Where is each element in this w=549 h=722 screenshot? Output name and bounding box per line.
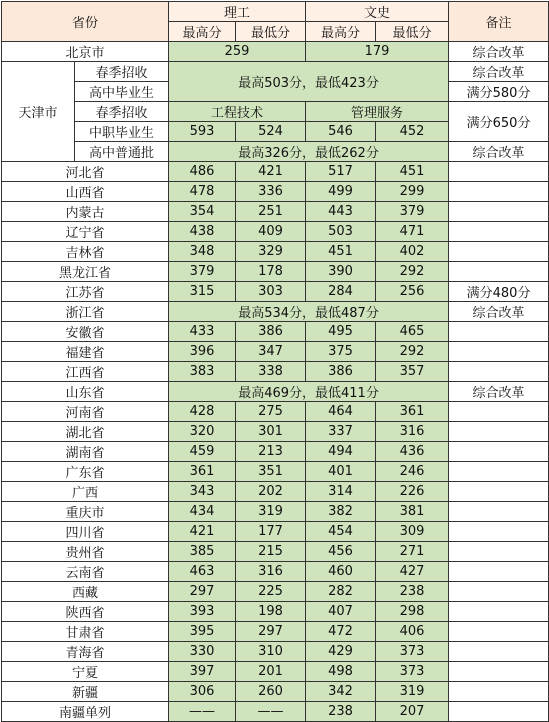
table-row	[2, 702, 549, 722]
science-min-score: 310	[236, 642, 306, 662]
science-max-score: 383	[169, 362, 236, 382]
arts-min-score: 238	[376, 582, 449, 602]
note-cell: 综合改革	[449, 302, 549, 322]
province-name: 四川省	[2, 522, 169, 542]
table-body	[2, 2, 549, 722]
sub-category: 高中普通批	[75, 142, 169, 162]
arts-max-score: 495	[306, 322, 376, 342]
province-name: 贵州省	[2, 542, 169, 562]
arts-min-score: 246	[376, 462, 449, 482]
table-row	[2, 422, 549, 442]
province-name: 陕西省	[2, 602, 169, 622]
table-row	[2, 482, 549, 502]
arts-min-header: 最低分	[376, 22, 449, 42]
province-name: 宁夏	[2, 662, 169, 682]
arts-max-score: 460	[306, 562, 376, 582]
science-min-score: 260	[236, 682, 306, 702]
science-max-score: 297	[169, 582, 236, 602]
arts-min-score: 436	[376, 442, 449, 462]
note-cell	[449, 182, 549, 202]
arts-min-score: 207	[376, 702, 449, 722]
arts-max-score: 456	[306, 542, 376, 562]
science-max-score: 379	[169, 262, 236, 282]
arts-min-score: 316	[376, 422, 449, 442]
table-row	[2, 522, 549, 542]
table-row-tianjin-3	[2, 102, 549, 122]
province-name: 西藏	[2, 582, 169, 602]
science-max-score: 433	[169, 322, 236, 342]
science-min-score: 351	[236, 462, 306, 482]
table-row	[2, 442, 549, 462]
arts-max-score: 282	[306, 582, 376, 602]
arts-max-score: 503	[306, 222, 376, 242]
table-row	[2, 262, 549, 282]
note-cell	[449, 442, 549, 462]
province-name: 江西省	[2, 362, 169, 382]
science-max-score: ——	[169, 702, 236, 722]
province-name: 吉林省	[2, 242, 169, 262]
science-max-score: 478	[169, 182, 236, 202]
arts-min-score: 379	[376, 202, 449, 222]
arts-min-score: 357	[376, 362, 449, 382]
province-name: 安徽省	[2, 322, 169, 342]
score-cell: 524	[236, 122, 306, 142]
table-row	[2, 582, 549, 602]
science-min-score: 225	[236, 582, 306, 602]
table-row	[2, 302, 549, 322]
note-cell	[449, 362, 549, 382]
province-name: 河北省	[2, 162, 169, 182]
science-min-score: 177	[236, 522, 306, 542]
science-min-score: 338	[236, 362, 306, 382]
science-min-score: 178	[236, 262, 306, 282]
note-cell	[449, 162, 549, 182]
arts-max-score: 472	[306, 622, 376, 642]
science-max-score: 421	[169, 522, 236, 542]
science-min-score: 336	[236, 182, 306, 202]
province-name: 广东省	[2, 462, 169, 482]
note-cell	[449, 622, 549, 642]
province-name: 河南省	[2, 402, 169, 422]
science-max-score: 330	[169, 642, 236, 662]
note-cell	[449, 562, 549, 582]
merged-score: 最高326分，最低262分	[169, 142, 449, 162]
score-cell: 593	[169, 122, 236, 142]
arts-min-score: 256	[376, 282, 449, 302]
science-max-score: 459	[169, 442, 236, 462]
arts-max-score: 464	[306, 402, 376, 422]
table-row-tianjin-1	[2, 62, 549, 82]
merged-score: 最高534分，最低487分	[169, 302, 449, 322]
arts-max-score: 390	[306, 262, 376, 282]
science-min-score: 215	[236, 542, 306, 562]
note-cell	[449, 582, 549, 602]
arts-min-score: 298	[376, 602, 449, 622]
science-header: 理工	[169, 2, 306, 22]
note-cell	[449, 242, 549, 262]
arts-max-score: 401	[306, 462, 376, 482]
arts-min-score: 465	[376, 322, 449, 342]
science-min-score: 201	[236, 662, 306, 682]
science-min-score: 421	[236, 162, 306, 182]
arts-min-score: 373	[376, 642, 449, 662]
province-name: 南疆单列	[2, 702, 169, 722]
management-label: 管理服务	[306, 102, 449, 122]
sub-category: 中职毕业生	[75, 122, 169, 142]
note-cell: 综合改革	[449, 142, 549, 162]
note-cell: 综合改革	[449, 42, 549, 62]
province-name: 福建省	[2, 342, 169, 362]
table-row	[2, 162, 549, 182]
province-name: 北京市	[2, 42, 169, 62]
engineering-label: 工程技术	[169, 102, 306, 122]
arts-max-score: 342	[306, 682, 376, 702]
table-row	[2, 402, 549, 422]
note-cell	[449, 322, 549, 342]
science-max-score: 320	[169, 422, 236, 442]
arts-max-score: 238	[306, 702, 376, 722]
table-row	[2, 282, 549, 302]
province-name: 江苏省	[2, 282, 169, 302]
science-min-header: 最低分	[236, 22, 306, 42]
province-name: 山东省	[2, 382, 169, 402]
province-name: 广西	[2, 482, 169, 502]
note-cell	[449, 702, 549, 722]
merged-score: 最高469分，最低411分	[169, 382, 449, 402]
arts-max-score: 451	[306, 242, 376, 262]
sub-category: 春季招收	[75, 102, 169, 122]
note-cell	[449, 422, 549, 442]
table-row	[2, 342, 549, 362]
table-row	[2, 462, 549, 482]
province-name: 青海省	[2, 642, 169, 662]
table-row-tianjin-5	[2, 142, 549, 162]
science-max-score: 361	[169, 462, 236, 482]
province-name: 山西省	[2, 182, 169, 202]
science-min-score: 275	[236, 402, 306, 422]
note-cell	[449, 502, 549, 522]
province-name: 湖北省	[2, 422, 169, 442]
arts-min-score: 292	[376, 262, 449, 282]
science-min-score: 347	[236, 342, 306, 362]
arts-min-score: 309	[376, 522, 449, 542]
science-min-score: 297	[236, 622, 306, 642]
table-row	[2, 682, 549, 702]
science-max-score: 463	[169, 562, 236, 582]
science-min-score: 386	[236, 322, 306, 342]
note-cell	[449, 462, 549, 482]
science-max-score: 393	[169, 602, 236, 622]
arts-min-score: 406	[376, 622, 449, 642]
province-name: 辽宁省	[2, 222, 169, 242]
note-cell	[449, 222, 549, 242]
science-max-score: 343	[169, 482, 236, 502]
science-min-score: 319	[236, 502, 306, 522]
province-name: 新疆	[2, 682, 169, 702]
note-cell	[449, 262, 549, 282]
science-max-score: 434	[169, 502, 236, 522]
science-max-score: 396	[169, 342, 236, 362]
note-cell: 综合改革	[449, 382, 549, 402]
note-cell	[449, 682, 549, 702]
arts-max-score: 443	[306, 202, 376, 222]
science-score: 259	[169, 42, 306, 62]
arts-max-score: 314	[306, 482, 376, 502]
table-row	[2, 222, 549, 242]
science-min-score: 303	[236, 282, 306, 302]
science-min-score: 409	[236, 222, 306, 242]
arts-max-score: 382	[306, 502, 376, 522]
note-cell: 满分480分	[449, 282, 549, 302]
arts-min-score: 373	[376, 662, 449, 682]
note-cell	[449, 482, 549, 502]
arts-min-score: 271	[376, 542, 449, 562]
science-min-score: 301	[236, 422, 306, 442]
arts-min-score: 427	[376, 562, 449, 582]
table-row-beijing	[2, 42, 549, 62]
note-cell	[449, 542, 549, 562]
science-min-score: 198	[236, 602, 306, 622]
province-name: 内蒙古	[2, 202, 169, 222]
science-max-score: 348	[169, 242, 236, 262]
note-cell	[449, 642, 549, 662]
science-min-score: 213	[236, 442, 306, 462]
sub-category: 高中毕业生	[75, 82, 169, 102]
science-min-score: ——	[236, 702, 306, 722]
table-row	[2, 202, 549, 222]
admission-scores-table	[1, 1, 549, 722]
arts-max-score: 375	[306, 342, 376, 362]
science-max-score: 428	[169, 402, 236, 422]
science-max-score: 306	[169, 682, 236, 702]
province-name: 重庆市	[2, 502, 169, 522]
science-min-score: 316	[236, 562, 306, 582]
note-cell	[449, 662, 549, 682]
science-max-score: 315	[169, 282, 236, 302]
table-row	[2, 242, 549, 262]
arts-max-score: 494	[306, 442, 376, 462]
science-max-score: 354	[169, 202, 236, 222]
arts-min-score: 381	[376, 502, 449, 522]
table-row	[2, 642, 549, 662]
arts-min-score: 361	[376, 402, 449, 422]
science-min-score: 329	[236, 242, 306, 262]
province-name: 浙江省	[2, 302, 169, 322]
science-max-score: 397	[169, 662, 236, 682]
note-cell: 满分650分	[449, 102, 549, 142]
arts-max-score: 337	[306, 422, 376, 442]
arts-max-score: 498	[306, 662, 376, 682]
province-header: 省份	[2, 2, 169, 42]
arts-max-score: 499	[306, 182, 376, 202]
header-row-1	[2, 2, 549, 22]
arts-min-score: 299	[376, 182, 449, 202]
arts-min-score: 451	[376, 162, 449, 182]
table-row	[2, 662, 549, 682]
province-name: 云南省	[2, 562, 169, 582]
note-cell: 综合改革	[449, 62, 549, 82]
arts-max-score: 429	[306, 642, 376, 662]
arts-max-score: 284	[306, 282, 376, 302]
note-cell: 满分580分	[449, 82, 549, 102]
table-row	[2, 562, 549, 582]
note-cell	[449, 202, 549, 222]
table-row	[2, 362, 549, 382]
arts-min-score: 292	[376, 342, 449, 362]
notes-header: 备注	[449, 2, 549, 42]
science-max-score: 486	[169, 162, 236, 182]
province-name: 天津市	[2, 62, 75, 162]
note-cell	[449, 602, 549, 622]
province-name: 黑龙江省	[2, 262, 169, 282]
science-min-score: 251	[236, 202, 306, 222]
table-row	[2, 602, 549, 622]
table-row	[2, 622, 549, 642]
arts-max-score: 517	[306, 162, 376, 182]
science-max-score: 395	[169, 622, 236, 642]
province-name: 甘肃省	[2, 622, 169, 642]
science-max-score: 438	[169, 222, 236, 242]
sub-category: 春季招收	[75, 62, 169, 82]
note-cell	[449, 402, 549, 422]
score-cell: 546	[306, 122, 376, 142]
arts-min-score: 226	[376, 482, 449, 502]
table-row	[2, 542, 549, 562]
merged-score: 最高503分，最低423分	[169, 62, 449, 102]
arts-score: 179	[306, 42, 449, 62]
note-cell	[449, 342, 549, 362]
arts-min-score: 319	[376, 682, 449, 702]
arts-max-header: 最高分	[306, 22, 376, 42]
science-max-header: 最高分	[169, 22, 236, 42]
score-cell: 452	[376, 122, 449, 142]
arts-header: 文史	[306, 2, 449, 22]
science-max-score: 385	[169, 542, 236, 562]
table-row	[2, 502, 549, 522]
table-row	[2, 382, 549, 402]
science-min-score: 202	[236, 482, 306, 502]
arts-max-score: 386	[306, 362, 376, 382]
table-row	[2, 322, 549, 342]
arts-min-score: 471	[376, 222, 449, 242]
arts-min-score: 402	[376, 242, 449, 262]
arts-max-score: 407	[306, 602, 376, 622]
table-row	[2, 182, 549, 202]
arts-max-score: 454	[306, 522, 376, 542]
province-name: 湖南省	[2, 442, 169, 462]
note-cell	[449, 522, 549, 542]
